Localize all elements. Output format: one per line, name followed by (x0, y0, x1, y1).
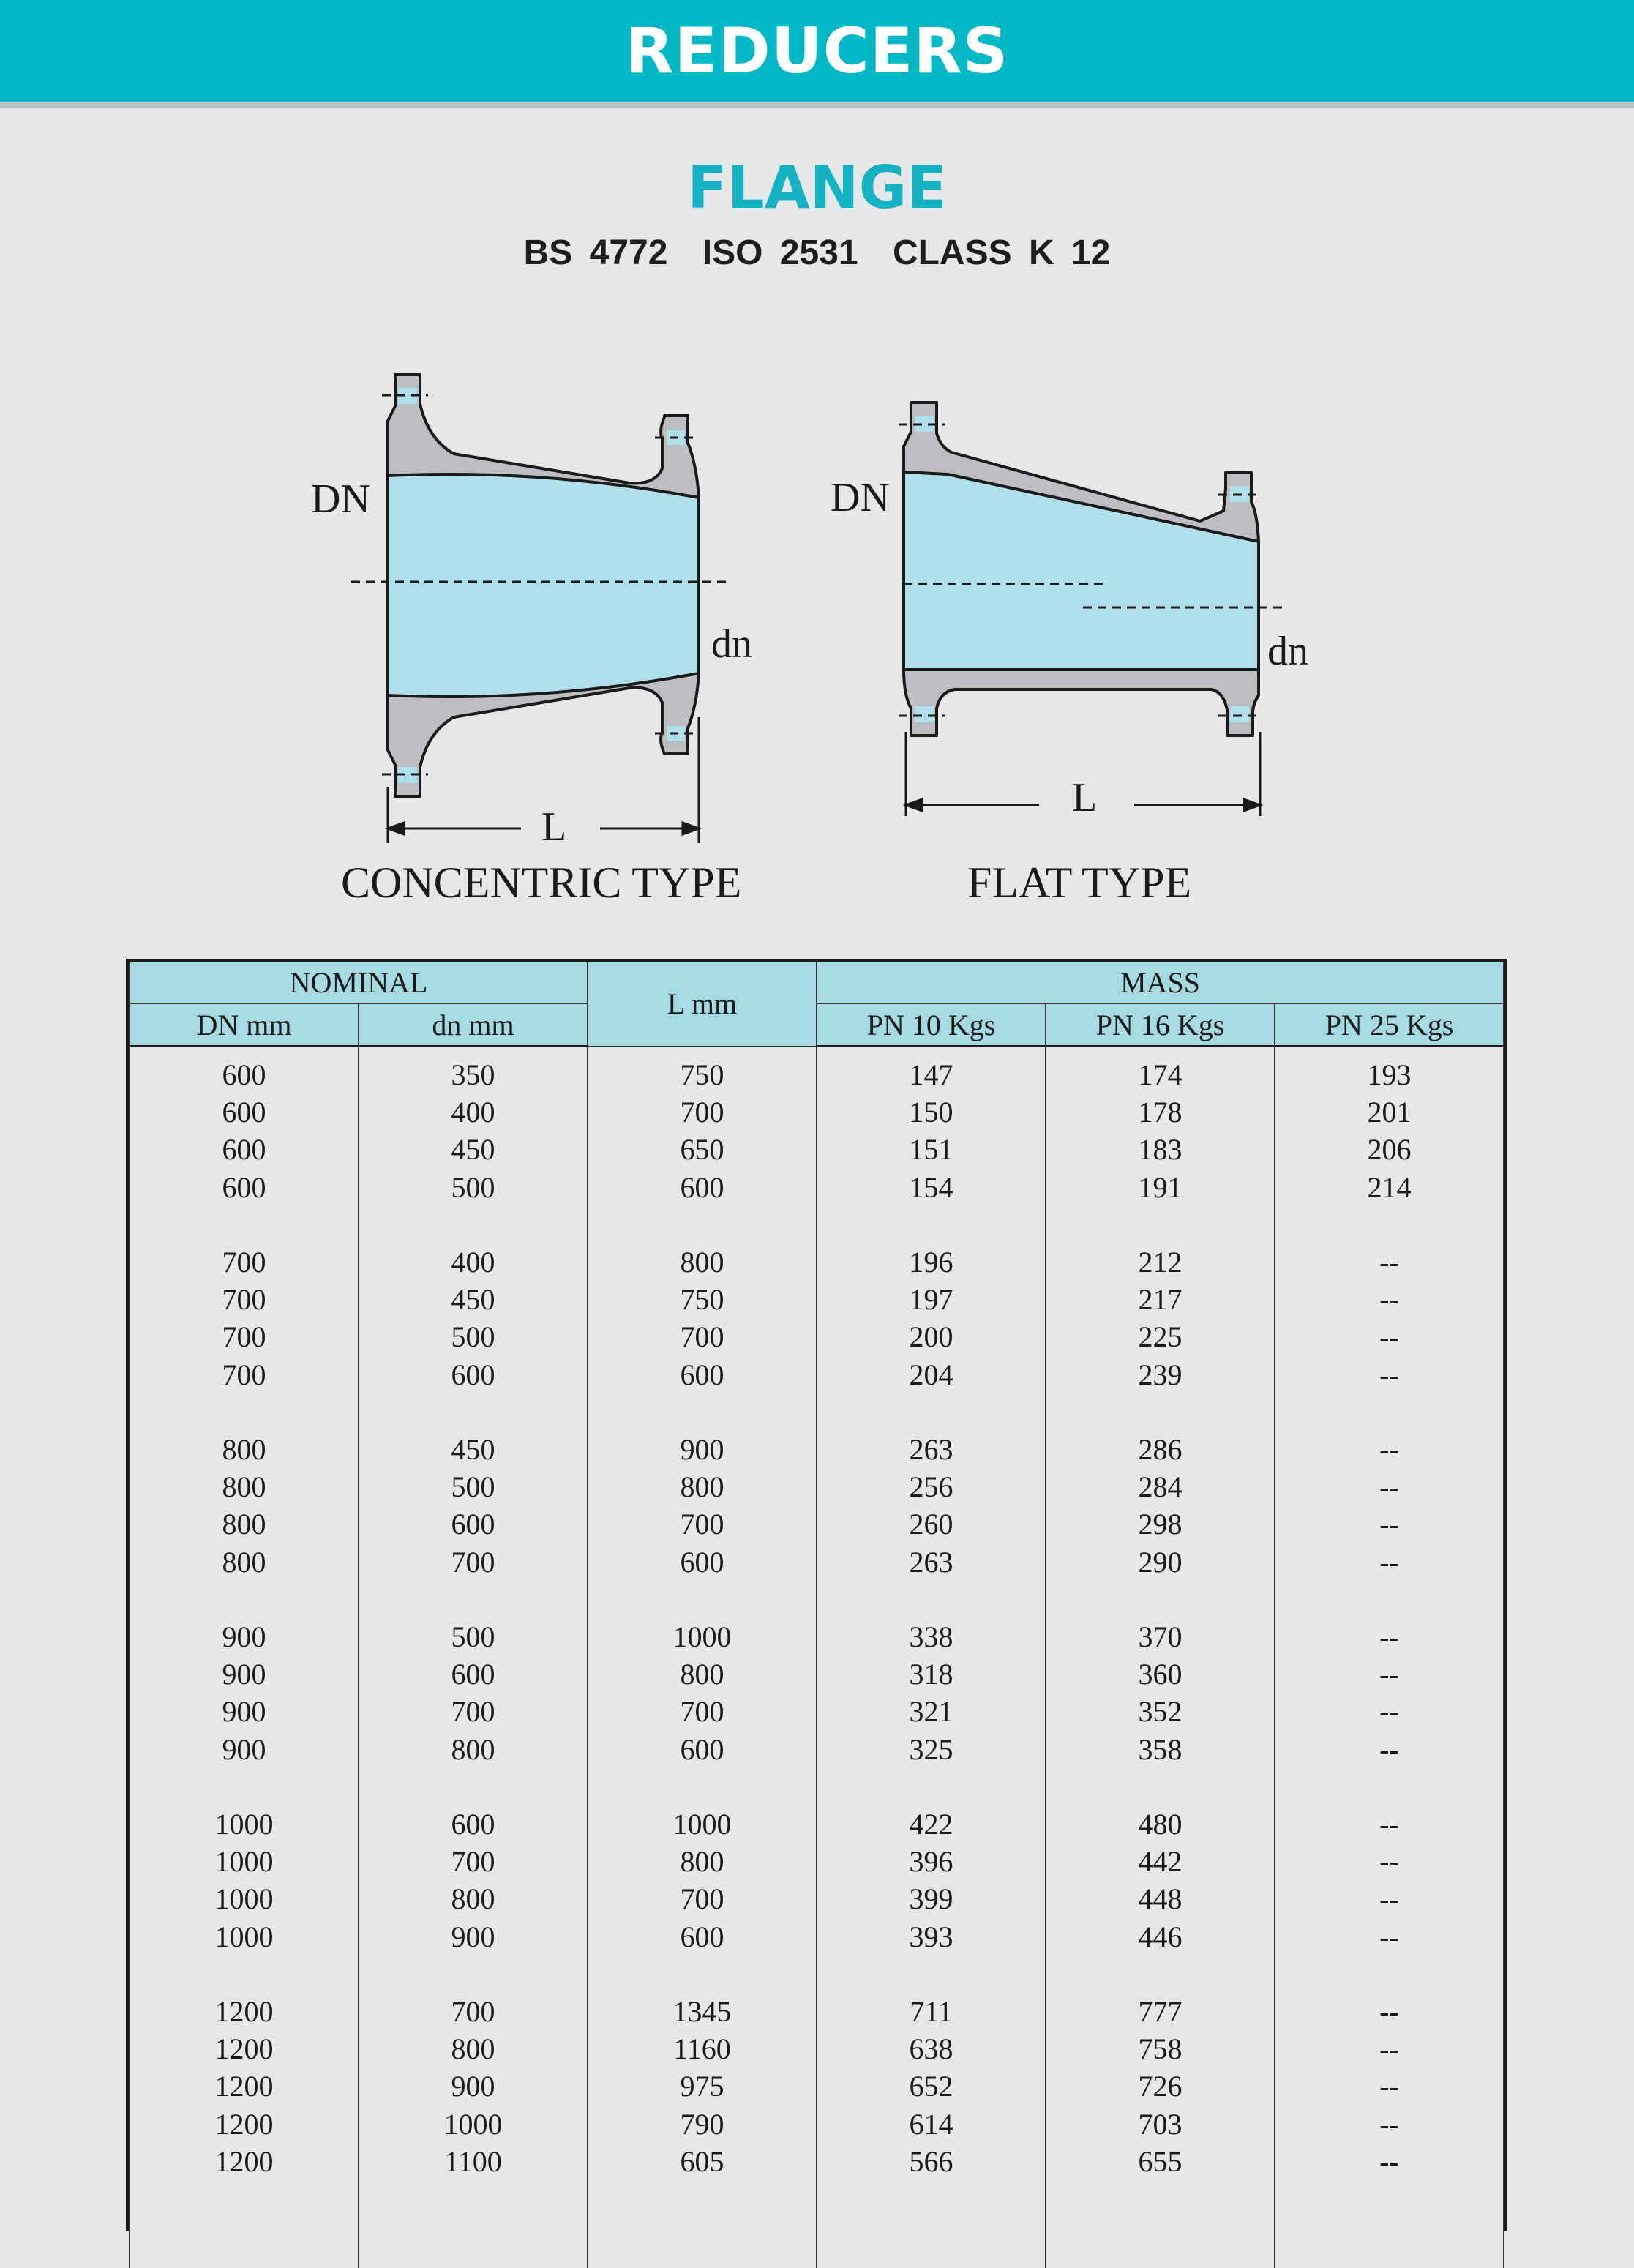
pn10-mass-cell: 256 (817, 1468, 1046, 1505)
pn25-column-header: PN 25 Kgs (1275, 1003, 1504, 1047)
length-cell: 975 (588, 2067, 817, 2105)
length-cell: 700 (588, 1093, 817, 1131)
dn-cell: 1000 (130, 1918, 359, 1956)
pn25-mass-cell: -- (1275, 1805, 1504, 1843)
small-dn-cell: 800 (359, 1731, 588, 1768)
spacer-cell (1046, 1206, 1275, 1243)
dn-cell: 700 (130, 1281, 359, 1318)
spacer-cell (817, 1581, 1046, 1618)
pn10-mass-cell: 263 (817, 1431, 1046, 1468)
dn-cell: 800 (130, 1505, 359, 1543)
table-row (130, 1318, 1504, 1355)
standard-iso: ISO 2531 (702, 233, 858, 272)
table-row (130, 1356, 1504, 1393)
concentric-pipe-bore (388, 474, 699, 697)
length-cell: 600 (588, 1731, 817, 1768)
pn25-mass-cell: -- (1275, 1356, 1504, 1393)
spacer-cell (130, 1206, 359, 1243)
pn25-mass-cell: -- (1275, 1731, 1504, 1768)
small-dn-cell: 700 (359, 1543, 588, 1581)
dn-cell: 900 (130, 1618, 359, 1655)
table-row (130, 2030, 1504, 2067)
spacer-cell (1275, 1768, 1504, 1805)
spacer-cell (588, 1581, 817, 1618)
filler-cell (1046, 2180, 1275, 2268)
spacer-cell (130, 1768, 359, 1805)
table-group-spacer (130, 1956, 1504, 1993)
filler-cell (1275, 2180, 1504, 2268)
table-row (130, 1918, 1504, 1956)
pn16-mass-cell: 446 (1046, 1918, 1275, 1956)
pn25-mass-cell: -- (1275, 1281, 1504, 1318)
small-dn-cell: 500 (359, 1318, 588, 1355)
pn16-mass-cell: 286 (1046, 1431, 1275, 1468)
spacer-cell (1046, 1393, 1275, 1431)
concentric-length-label: L (541, 804, 566, 850)
small-dn-cell: 900 (359, 2067, 588, 2105)
length-cell: 800 (588, 1243, 817, 1281)
pn10-mass-cell: 614 (817, 2106, 1046, 2143)
pn16-mass-cell: 174 (1046, 1056, 1275, 1093)
table-row (130, 1880, 1504, 1917)
length-cell: 700 (588, 1880, 817, 1917)
table-group-spacer (130, 1206, 1504, 1243)
small-dn-cell: 700 (359, 1993, 588, 2030)
pn25-mass-cell: -- (1275, 2067, 1504, 2105)
length-cell: 790 (588, 2106, 817, 2143)
spacer-cell (588, 1768, 817, 1805)
dn-cell: 600 (130, 1093, 359, 1131)
table-row (130, 1505, 1504, 1543)
table-row (130, 1805, 1504, 1843)
pn25-mass-cell: 201 (1275, 1093, 1504, 1131)
pn16-mass-cell: 360 (1046, 1655, 1275, 1693)
pn25-mass-cell: 193 (1275, 1056, 1504, 1093)
concentric-small-dn-label: dn (711, 621, 752, 667)
pn10-mass-cell: 147 (817, 1056, 1046, 1093)
pn16-mass-cell: 217 (1046, 1281, 1275, 1318)
length-cell: 800 (588, 1655, 817, 1693)
length-cell: 800 (588, 1843, 817, 1880)
pn25-mass-cell: -- (1275, 1318, 1504, 1355)
reducer-spec-table (126, 959, 1507, 2231)
pn10-mass-cell: 204 (817, 1356, 1046, 1393)
dn-cell: 1200 (130, 2106, 359, 2143)
pn25-mass-cell: -- (1275, 1468, 1504, 1505)
pn25-mass-cell: 214 (1275, 1169, 1504, 1206)
spacer-cell (359, 1956, 588, 1993)
pn25-mass-cell: -- (1275, 1543, 1504, 1581)
spacer-cell (588, 1956, 817, 1993)
table-row (130, 1843, 1504, 1880)
pn16-mass-cell: 284 (1046, 1468, 1275, 1505)
table-body (130, 1047, 1504, 2268)
small-dn-cell: 600 (359, 1505, 588, 1543)
pn10-mass-cell: 711 (817, 1993, 1046, 2030)
pn10-column-header: PN 10 Kgs (817, 1003, 1046, 1047)
pn10-mass-cell: 566 (817, 2143, 1046, 2180)
length-cell: 600 (588, 1356, 817, 1393)
pn10-mass-cell: 150 (817, 1093, 1046, 1131)
flat-small-dn-label: dn (1267, 629, 1308, 674)
nominal-group-header: NOMINAL (130, 962, 588, 1003)
small-dn-cell: 500 (359, 1468, 588, 1505)
pn25-mass-cell: -- (1275, 1243, 1504, 1281)
table-group-spacer (130, 1768, 1504, 1805)
pn16-mass-cell: 298 (1046, 1505, 1275, 1543)
dn-cell: 1200 (130, 1993, 359, 2030)
pn25-mass-cell: 206 (1275, 1131, 1504, 1168)
pn16-mass-cell: 178 (1046, 1093, 1275, 1131)
spacer-cell (1275, 1393, 1504, 1431)
standard-bs: BS 4772 (524, 233, 668, 272)
flat-reducer-drawing (904, 403, 1259, 736)
pn10-mass-cell: 338 (817, 1618, 1046, 1655)
length-cell: 1160 (588, 2030, 817, 2067)
spacer-cell (1275, 1206, 1504, 1243)
pn10-mass-cell: 154 (817, 1169, 1046, 1206)
length-cell: 900 (588, 1431, 817, 1468)
pn25-mass-cell: -- (1275, 2030, 1504, 2067)
length-cell: 750 (588, 1281, 817, 1318)
spacer-cell (359, 1768, 588, 1805)
spacer-cell (130, 1581, 359, 1618)
spacer-cell (130, 1956, 359, 1993)
concentric-reducer-drawing (388, 375, 699, 796)
small-dn-cell: 600 (359, 1805, 588, 1843)
pn25-mass-cell: -- (1275, 1843, 1504, 1880)
concentric-type-caption: CONCENTRIC TYPE (341, 858, 741, 908)
pn25-mass-cell: -- (1275, 1505, 1504, 1543)
table-row (130, 1169, 1504, 1206)
table-row (130, 2143, 1504, 2180)
pn10-mass-cell: 396 (817, 1843, 1046, 1880)
pn16-mass-cell: 726 (1046, 2067, 1275, 2105)
flat-pipe-bore (904, 472, 1259, 670)
small-dn-cell: 800 (359, 1880, 588, 1917)
spacer-cell (359, 1393, 588, 1431)
table-row (130, 2067, 1504, 2105)
pn10-mass-cell: 638 (817, 2030, 1046, 2067)
pn16-mass-cell: 703 (1046, 2106, 1275, 2143)
filler-cell (359, 2180, 588, 2268)
dn-cell: 600 (130, 1169, 359, 1206)
pn16-mass-cell: 358 (1046, 1731, 1275, 1768)
dn-cell: 1000 (130, 1805, 359, 1843)
pn10-mass-cell: 151 (817, 1131, 1046, 1168)
reducer-diagrams (0, 0, 1634, 951)
table-row (130, 2106, 1504, 2143)
pn10-mass-cell: 260 (817, 1505, 1046, 1543)
table-row (130, 1731, 1504, 1768)
length-cell: 605 (588, 2143, 817, 2180)
dn-column-header: DN mm (130, 1003, 359, 1047)
table-group-header-row (130, 962, 1504, 1003)
small-dn-cell: 450 (359, 1131, 588, 1168)
spec-table (129, 962, 1504, 2268)
small-dn-cell: 600 (359, 1655, 588, 1693)
dn-cell: 800 (130, 1468, 359, 1505)
pn16-mass-cell: 290 (1046, 1543, 1275, 1581)
length-cell: 1000 (588, 1618, 817, 1655)
table-row (130, 1243, 1504, 1281)
pn16-mass-cell: 480 (1046, 1805, 1275, 1843)
pn25-mass-cell: -- (1275, 1431, 1504, 1468)
flat-dn-label: DN (831, 475, 890, 520)
small-dn-cell: 900 (359, 1918, 588, 1956)
pn10-mass-cell: 325 (817, 1731, 1046, 1768)
pn25-mass-cell: -- (1275, 1880, 1504, 1917)
small-dn-cell: 450 (359, 1431, 588, 1468)
pn10-mass-cell: 263 (817, 1543, 1046, 1581)
small-dn-cell: 700 (359, 1843, 588, 1880)
length-cell: 600 (588, 1169, 817, 1206)
length-cell: 700 (588, 1505, 817, 1543)
table-row (130, 1281, 1504, 1318)
spacer-cell (817, 1956, 1046, 1993)
pn25-mass-cell: -- (1275, 1693, 1504, 1730)
length-column-header: L mm (588, 962, 817, 1047)
spacer-cell (359, 1581, 588, 1618)
table-group-spacer (130, 1581, 1504, 1618)
spacer-cell (1046, 1581, 1275, 1618)
dn-cell: 900 (130, 1655, 359, 1693)
pn16-mass-cell: 370 (1046, 1618, 1275, 1655)
pn10-mass-cell: 399 (817, 1880, 1046, 1917)
table-top-spacer (130, 1047, 1504, 1057)
pn10-mass-cell: 422 (817, 1805, 1046, 1843)
flat-lower-wall (904, 670, 1259, 736)
length-cell: 600 (588, 1543, 817, 1581)
filler-cell (817, 2180, 1046, 2268)
page-title: REDUCERS (625, 15, 1008, 88)
pn25-mass-cell: -- (1275, 1618, 1504, 1655)
flat-type-caption: FLAT TYPE (967, 858, 1191, 908)
filler-cell (130, 2180, 359, 2268)
length-cell: 700 (588, 1318, 817, 1355)
small-dn-cell: 450 (359, 1281, 588, 1318)
pn10-mass-cell: 200 (817, 1318, 1046, 1355)
dn-cell: 1200 (130, 2143, 359, 2180)
table-filler-row (130, 2180, 1504, 2268)
spacer-cell (817, 1393, 1046, 1431)
small-dn-cell: 1000 (359, 2106, 588, 2143)
small-dn-cell: 500 (359, 1169, 588, 1206)
pn16-column-header: PN 16 Kgs (1046, 1003, 1275, 1047)
table-row (130, 1618, 1504, 1655)
pn10-mass-cell: 321 (817, 1693, 1046, 1730)
small-dn-cell: 600 (359, 1356, 588, 1393)
dn-cell: 1200 (130, 2067, 359, 2105)
dn-cell: 800 (130, 1543, 359, 1581)
length-cell: 750 (588, 1056, 817, 1093)
small-dn-cell: 350 (359, 1056, 588, 1093)
length-cell: 700 (588, 1693, 817, 1730)
table-group-spacer (130, 1393, 1504, 1431)
small-dn-cell: 400 (359, 1243, 588, 1281)
small-dn-cell: 500 (359, 1618, 588, 1655)
mass-group-header: MASS (817, 962, 1504, 1003)
spacer-cell (817, 1768, 1046, 1805)
flat-length-label: L (1072, 775, 1097, 820)
table-row (130, 1655, 1504, 1693)
dn-cell: 600 (130, 1131, 359, 1168)
table-row (130, 1468, 1504, 1505)
pn16-mass-cell: 655 (1046, 2143, 1275, 2180)
filler-cell (588, 2180, 817, 2268)
small-dn-column-header: dn mm (359, 1003, 588, 1047)
pn16-mass-cell: 442 (1046, 1843, 1275, 1880)
pn25-mass-cell: -- (1275, 1655, 1504, 1693)
dn-cell: 700 (130, 1356, 359, 1393)
table-column-header-row (130, 1003, 1504, 1047)
pn25-mass-cell: -- (1275, 2143, 1504, 2180)
length-cell: 600 (588, 1918, 817, 1956)
pn10-mass-cell: 652 (817, 2067, 1046, 2105)
dn-cell: 600 (130, 1056, 359, 1093)
small-dn-cell: 400 (359, 1093, 588, 1131)
spacer-cell (1046, 1768, 1275, 1805)
concentric-dn-label: DN (311, 476, 370, 522)
pn16-mass-cell: 191 (1046, 1169, 1275, 1206)
table-row (130, 1093, 1504, 1131)
spacer-cell (1275, 1956, 1504, 1993)
section-title: FLANGE (0, 154, 1634, 222)
dn-cell: 1000 (130, 1843, 359, 1880)
spacer-cell (817, 1206, 1046, 1243)
table-row (130, 1543, 1504, 1581)
pn16-mass-cell: 239 (1046, 1356, 1275, 1393)
length-cell: 1345 (588, 1993, 817, 2030)
table-row (130, 1431, 1504, 1468)
length-cell: 1000 (588, 1805, 817, 1843)
length-cell: 650 (588, 1131, 817, 1168)
pn16-mass-cell: 352 (1046, 1693, 1275, 1730)
table-row (130, 1693, 1504, 1730)
pn16-mass-cell: 212 (1046, 1243, 1275, 1281)
spacer-cell (359, 1206, 588, 1243)
spacer-cell (588, 1393, 817, 1431)
spacer-cell (588, 1206, 817, 1243)
standard-class: CLASS K 12 (893, 233, 1110, 272)
pn16-mass-cell: 777 (1046, 1993, 1275, 2030)
dn-cell: 900 (130, 1693, 359, 1730)
dn-cell: 1200 (130, 2030, 359, 2067)
pn10-mass-cell: 197 (817, 1281, 1046, 1318)
dn-cell: 700 (130, 1318, 359, 1355)
small-dn-cell: 700 (359, 1693, 588, 1730)
pn10-mass-cell: 393 (817, 1918, 1046, 1956)
small-dn-cell: 800 (359, 2030, 588, 2067)
pn16-mass-cell: 225 (1046, 1318, 1275, 1355)
dn-cell: 800 (130, 1431, 359, 1468)
spacer-cell (1046, 1956, 1275, 1993)
spacer-cell (1275, 1581, 1504, 1618)
length-cell: 800 (588, 1468, 817, 1505)
pn25-mass-cell: -- (1275, 2106, 1504, 2143)
table-row (130, 1056, 1504, 1093)
pn10-mass-cell: 318 (817, 1655, 1046, 1693)
pn16-mass-cell: 183 (1046, 1131, 1275, 1168)
dn-cell: 900 (130, 1731, 359, 1768)
pn16-mass-cell: 758 (1046, 2030, 1275, 2067)
pn25-mass-cell: -- (1275, 1918, 1504, 1956)
pn16-mass-cell: 448 (1046, 1880, 1275, 1917)
pn10-mass-cell: 196 (817, 1243, 1046, 1281)
table-row (130, 1993, 1504, 2030)
dn-cell: 1000 (130, 1880, 359, 1917)
dn-cell: 700 (130, 1243, 359, 1281)
small-dn-cell: 1100 (359, 2143, 588, 2180)
pn25-mass-cell: -- (1275, 1993, 1504, 2030)
spacer-cell (130, 1393, 359, 1431)
table-row (130, 1131, 1504, 1168)
